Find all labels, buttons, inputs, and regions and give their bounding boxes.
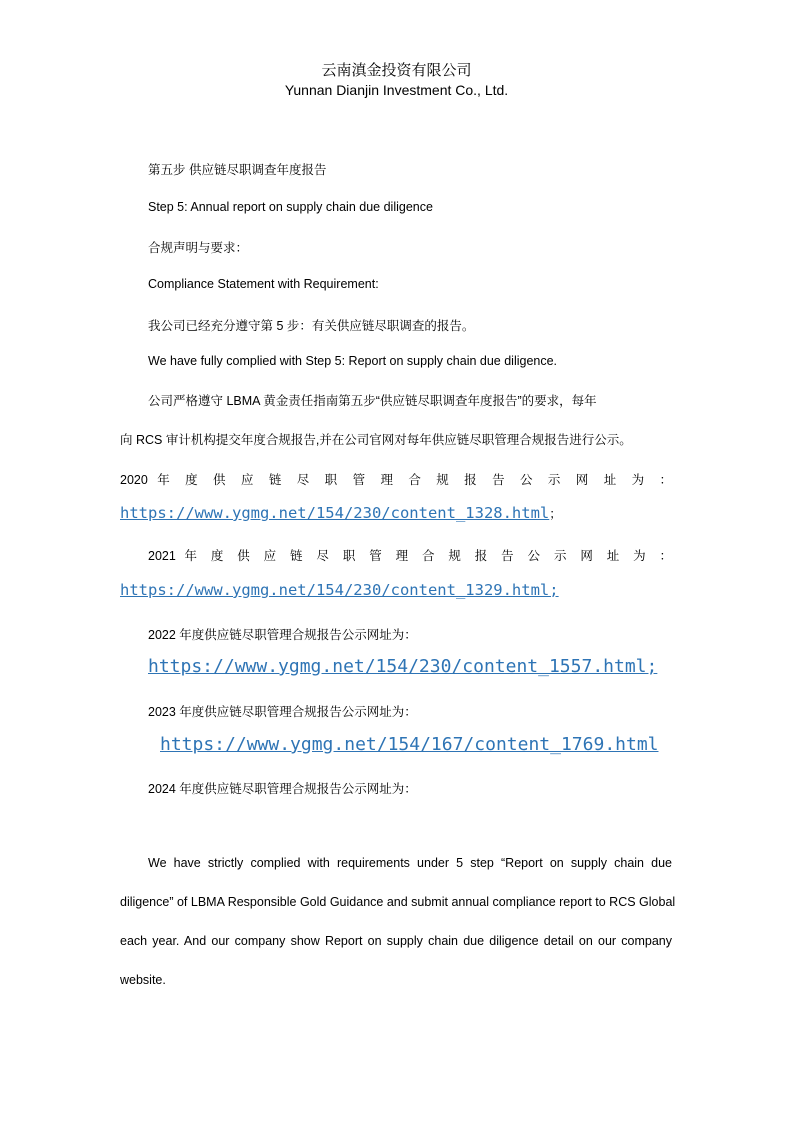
report-2023-label: 2023 年度供应链尽职管理合规报告公示网址为： — [148, 705, 417, 719]
section-title-cn: 第五步 供应链尽职调查年度报告 — [148, 163, 327, 177]
company-name-cn: 云南滇金投资有限公司 — [321, 62, 472, 79]
report-2021-label: 2021 年 度 供 应 链 尽 职 管 理 合 规 报 告 公 示 网 址 为 ： — [148, 549, 672, 563]
description-en-line3: each year. And our company show Report on supply chain due diligence detail on our company — [120, 934, 672, 948]
section-title-en: Step 5: Annual report on supply chain due diligence — [148, 200, 433, 214]
report-2023-link-row — [160, 734, 659, 755]
report-2021-link-row — [120, 581, 559, 600]
description-en-line1: We have strictly complied with requirements under 5 step “Report on supply chain due — [148, 856, 672, 870]
report-2020-link[interactable]: https://www.ygmg.net/154/230/content_1328.html — [120, 504, 550, 522]
report-2021-link[interactable]: https://www.ygmg.net/154/230/content_1329.html; — [120, 581, 559, 599]
description-cn-line2: 向 RCS 审计机构提交年度合规报告,并在公司官网对每年供应链尽职管理合规报告进行公示。 — [120, 433, 632, 447]
company-name-en: Yunnan Dianjin Investment Co., Ltd. — [284, 82, 509, 98]
report-2022-link-row — [148, 656, 657, 677]
statement-en: We have fully complied with Step 5: Report on supply chain due diligence. — [148, 354, 558, 368]
report-2023-link[interactable]: https://www.ygmg.net/154/167/content_1769.html — [160, 734, 659, 755]
report-2022-label: 2022 年度供应链尽职管理合规报告公示网址为： — [148, 628, 417, 642]
report-2022-link[interactable]: https://www.ygmg.net/154/230/content_1557.html; — [148, 656, 658, 677]
description-en-line2: diligence” of LBMA Responsible Gold Guidance and submit annual compliance report to RCS Global — [120, 895, 676, 909]
report-2024-label: 2024 年度供应链尽职管理合规报告公示网址为： — [148, 782, 417, 796]
statement-cn: 我公司已经充分遵守第 5 步：有关供应链尽职调查的报告。 — [148, 319, 475, 333]
description-cn-line1: 公司严格遵守 LBMA 黄金责任指南第五步“供应链尽职调查年度报告”的要求，每年 — [148, 394, 597, 408]
compliance-heading-cn: 合规声明与要求： — [148, 241, 249, 255]
report-2020-suffix: ； — [549, 507, 562, 521]
report-2020-link-row — [120, 504, 562, 523]
report-2020-label: 2020 年 度 供 应 链 尽 职 管 理 合 规 报 告 公 示 网 址 为 ： — [120, 473, 672, 487]
description-en-line4: website. — [120, 973, 166, 987]
compliance-heading-en: Compliance Statement with Requirement: — [148, 277, 379, 291]
